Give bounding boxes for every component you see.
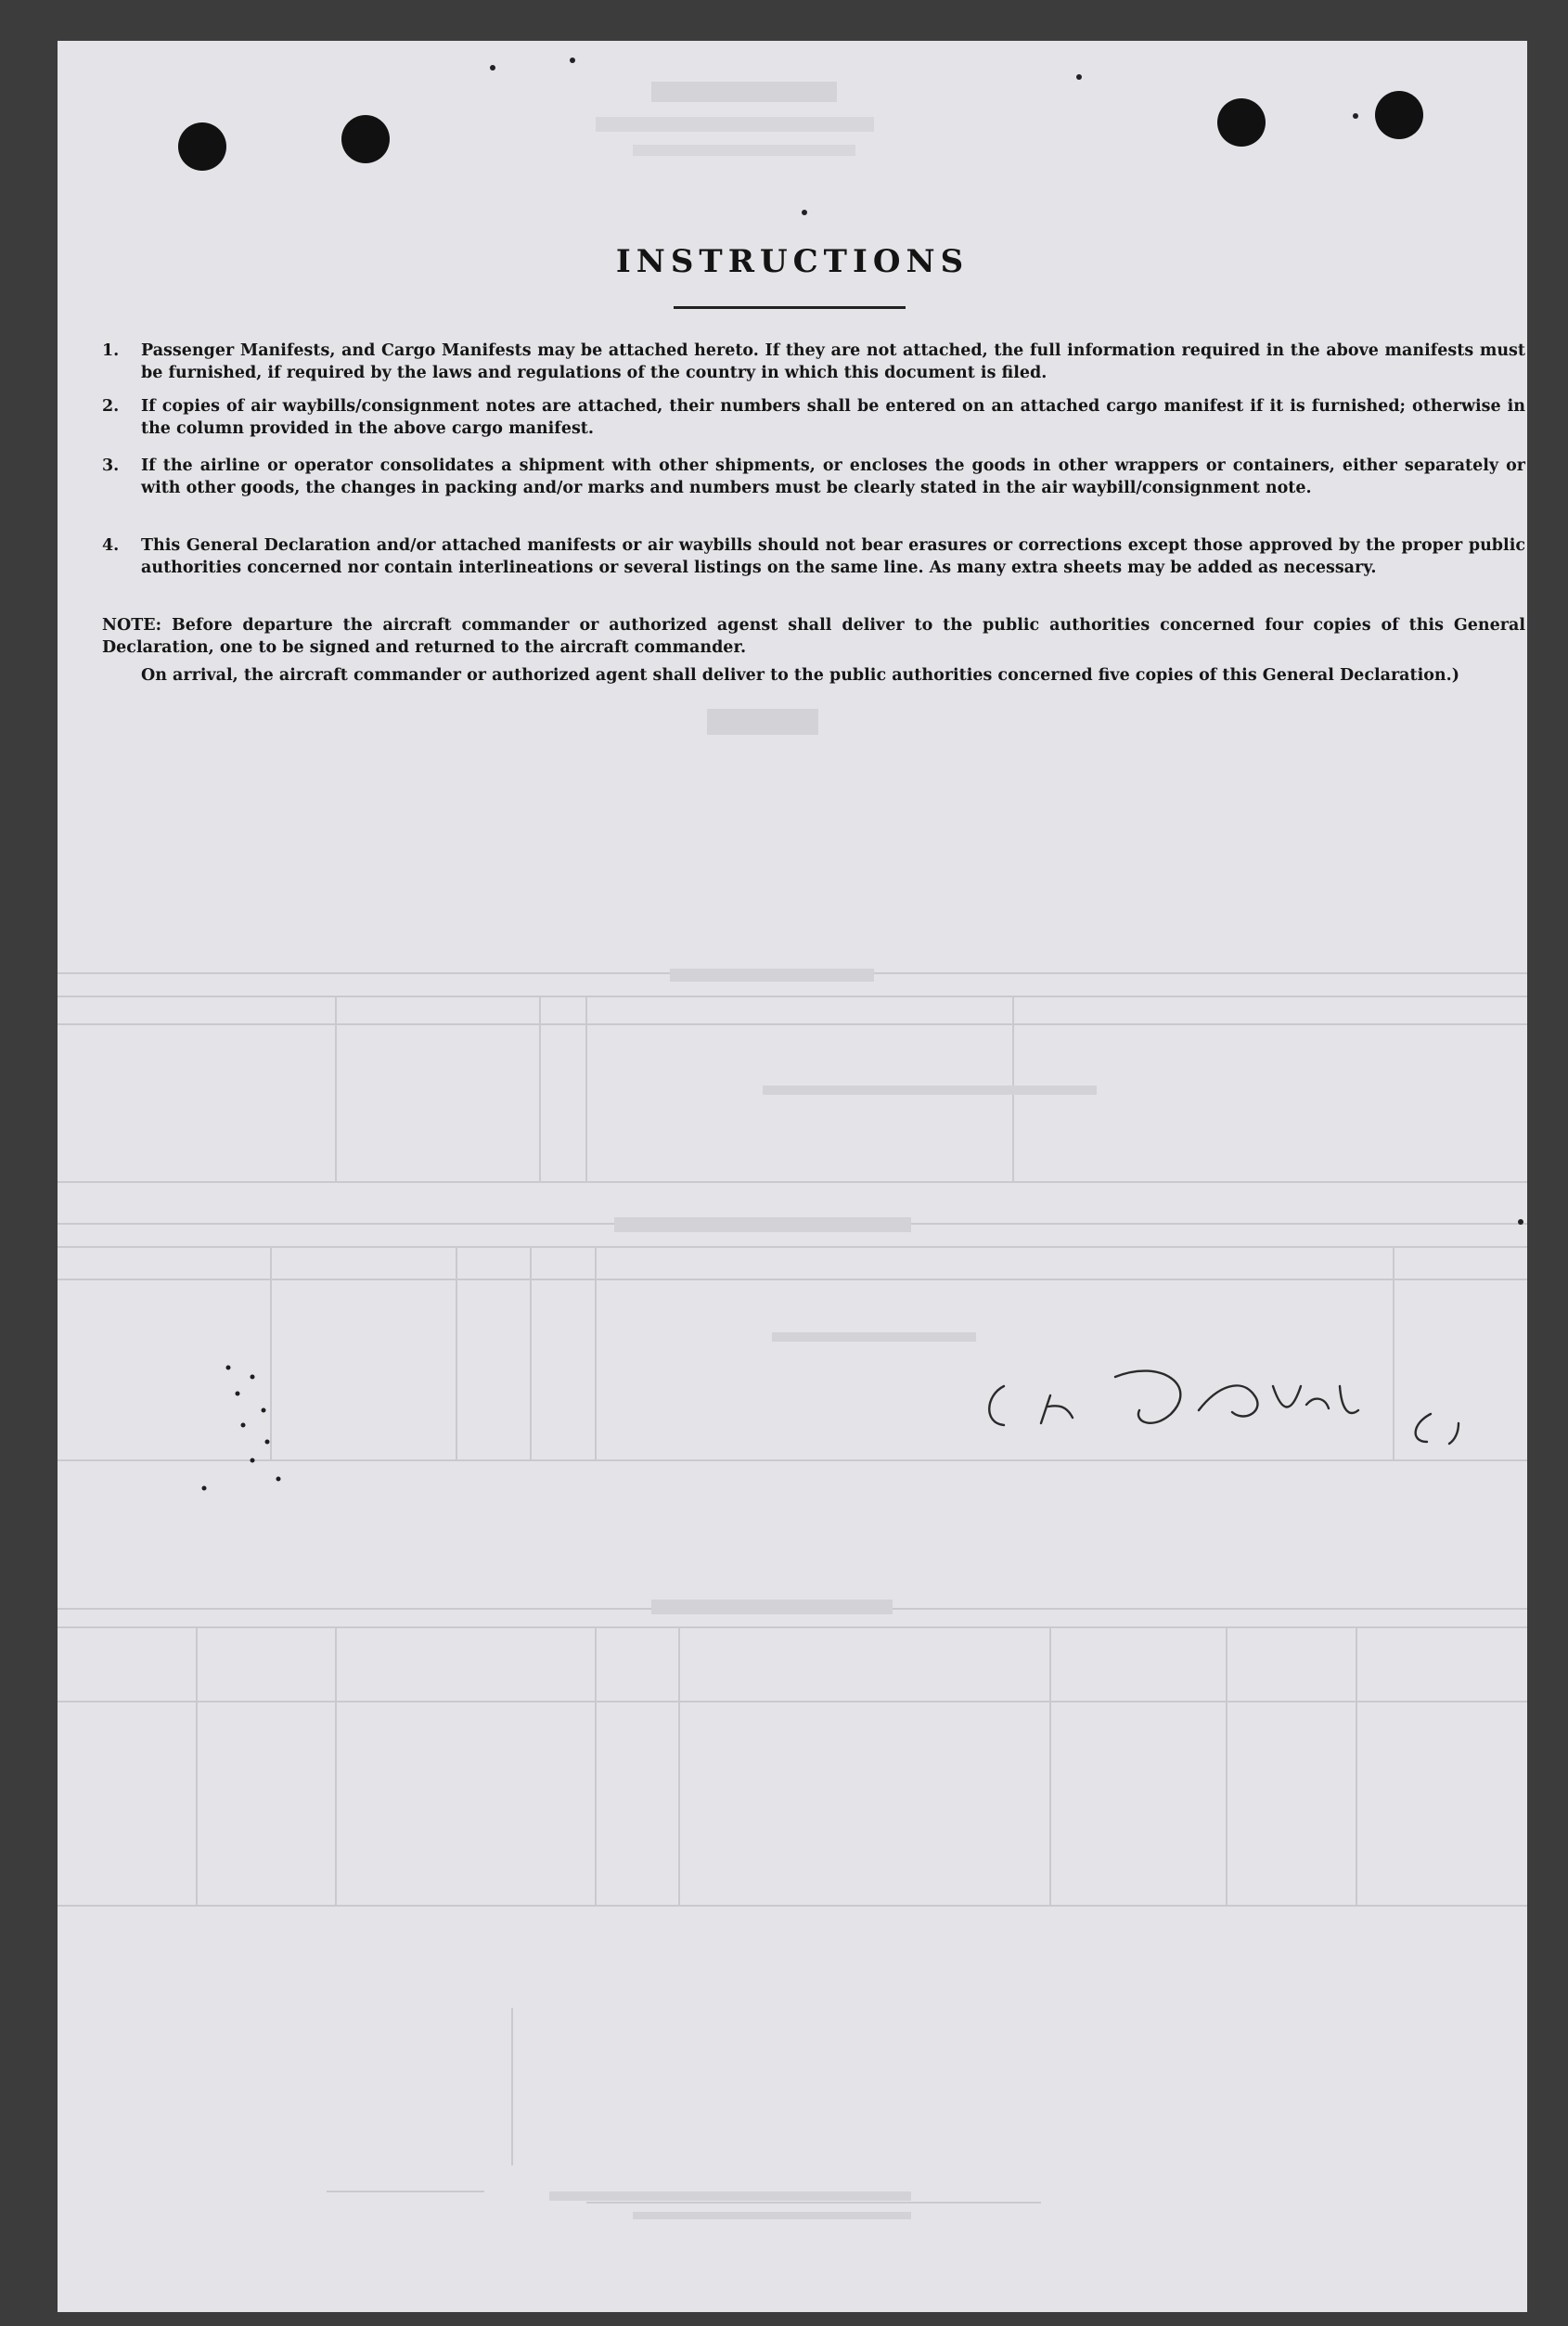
punch-hole-right-2 <box>1375 91 1423 139</box>
punch-hole-left-1 <box>178 122 226 171</box>
item-number: 4. <box>102 536 120 555</box>
punch-hole-left-2 <box>341 115 390 163</box>
item-number: 2. <box>102 397 120 416</box>
note-paragraph-1 <box>102 614 1525 659</box>
item-number: 1. <box>102 341 120 360</box>
handwritten-signature <box>976 1321 1496 1470</box>
note-label: NOTE: <box>102 616 162 635</box>
dust-speck <box>802 210 807 215</box>
dust-speck <box>1518 1219 1523 1225</box>
item-text: Passenger Manifests, and Cargo Manifests may be attached hereto. If they are not attached, the full information required in the above manifests must be furnished, if required by the laws and regulations of the country in which this document is filed. <box>141 341 1525 382</box>
item-text: If copies of air waybills/consignment notes are attached, their numbers shall be entered on an attached cargo manifest if it is furnished; otherwise in the column provided in the above cargo manifest. <box>141 397 1525 438</box>
dust-speck <box>1076 74 1082 80</box>
dust-speck <box>570 58 575 63</box>
punch-hole-right-1 <box>1217 98 1266 147</box>
dust-speck <box>490 65 495 71</box>
document-sheet <box>58 41 1527 2312</box>
item-text: This General Declaration and/or attached manifests or air waybills should not bear erasures or corrections except those approved by the proper public authorities concerned nor contain interlineations or several listings on the same line. As many extra sheets may be added as necessary. <box>141 536 1525 577</box>
item-text: If the airline or operator consolidates a shipment with other shipments, or encloses the goods in other wrappers or containers, either separately or with other goods, the changes in packing and/or marks and numbers must be clearly stated in the air waybill/consignment note. <box>141 456 1525 497</box>
dust-speck <box>1353 113 1358 119</box>
note-text-1: Before departure the aircraft commander or authorized agenst shall deliver to the public authorities concerned four copies of this General Declaration, one to be signed and returned to the aircraft commander. <box>102 616 1525 657</box>
note-text-2: On arrival, the aircraft commander or authorized agent shall deliver to the public authorities concerned five copies of this General Declaration.) <box>141 666 1460 685</box>
item-number: 3. <box>102 456 120 475</box>
stray-ink-marks <box>178 1340 308 1497</box>
instructions-heading: INSTRUCTIONS <box>615 243 970 280</box>
heading-underline <box>674 306 906 309</box>
